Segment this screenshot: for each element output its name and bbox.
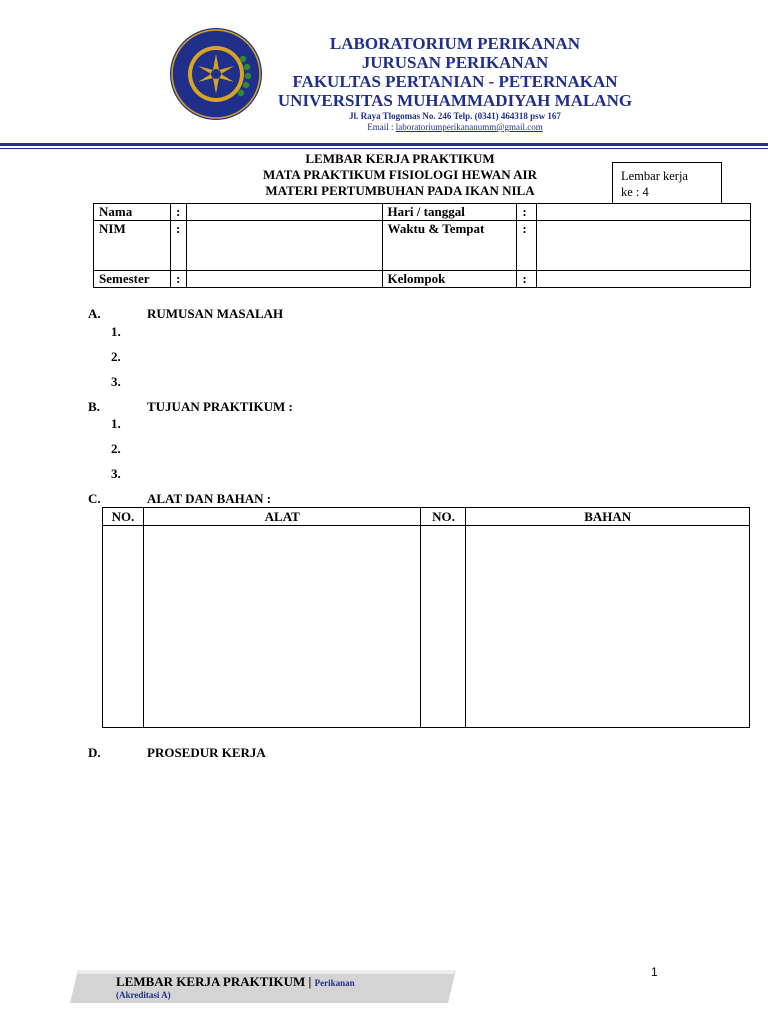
colon: : xyxy=(170,271,186,288)
section-b-title: TUJUAN PRAKTIKUM : xyxy=(147,399,293,414)
colon: : xyxy=(517,221,537,271)
email-label: Email : xyxy=(367,122,396,132)
doc-title: LEMBAR KERJA PRAKTIKUM xyxy=(305,151,495,166)
worksheet-number-box xyxy=(612,162,722,204)
section-a-title: RUMUSAN MASALAH xyxy=(147,306,284,321)
list-item: 1. xyxy=(111,324,121,339)
alat-bahan-table xyxy=(102,507,750,728)
department-name: JURUSAN PERIKANAN xyxy=(361,53,549,72)
list-item: 3. xyxy=(111,466,121,481)
cell-no-bahan[interactable] xyxy=(421,526,466,728)
colon: : xyxy=(170,221,186,271)
colon: : xyxy=(517,271,537,288)
label-semester: Semester xyxy=(94,271,171,288)
footer-main-text: LEMBAR KERJA PRAKTIKUM xyxy=(116,974,306,989)
worksheet-number: ke : 4 xyxy=(621,185,649,199)
field-kelompok[interactable] xyxy=(537,271,751,288)
header-no-bahan: NO. xyxy=(421,508,466,526)
cell-no-alat[interactable] xyxy=(103,526,144,728)
label-nim: NIM xyxy=(94,221,171,271)
footer-sub-text: Perikanan xyxy=(314,978,355,988)
email-line xyxy=(240,122,670,132)
field-nim[interactable] xyxy=(186,221,382,271)
header-alat: ALAT xyxy=(143,508,421,526)
address: Jl. Raya Tlogomas No. 246 Telp. (0341) 464318 psw 167 xyxy=(349,111,561,121)
cell-alat[interactable] xyxy=(143,526,421,728)
header-rule-thick xyxy=(0,143,768,146)
colon: : xyxy=(517,204,537,221)
list-item: 1. xyxy=(111,416,121,431)
label-waktu-tempat: Waktu & Tempat xyxy=(382,221,517,271)
section-c-title: ALAT DAN BAHAN : xyxy=(147,491,272,506)
label-nama: Nama xyxy=(94,204,171,221)
email-link[interactable]: laboratoriumperikananumm@gmail.com xyxy=(395,122,543,132)
list-item: 2. xyxy=(111,441,121,456)
student-info-table xyxy=(93,203,751,288)
university-name: UNIVERSITAS MUHAMMADIYAH MALANG xyxy=(277,91,633,110)
label-hari-tanggal: Hari / tanggal xyxy=(382,204,517,221)
list-item: 3. xyxy=(111,374,121,389)
lab-name: LABORATORIUM PERIKANAN xyxy=(329,34,581,53)
header-rule-thin xyxy=(0,148,768,149)
section-d-letter: D. xyxy=(88,745,101,760)
footer-title xyxy=(116,974,355,990)
worksheet-label: Lembar kerja xyxy=(621,169,688,183)
label-kelompok: Kelompok xyxy=(382,271,517,288)
course-title: MATA PRAKTIKUM FISIOLOGI HEWAN AIR xyxy=(263,167,537,182)
field-waktu-tempat[interactable] xyxy=(537,221,751,271)
colon: : xyxy=(170,204,186,221)
faculty-name: FAKULTAS PERTANIAN - PETERNAKAN xyxy=(292,72,618,91)
list-item: 2. xyxy=(111,349,121,364)
section-b-letter: B. xyxy=(88,399,100,414)
header-bahan: BAHAN xyxy=(466,508,750,526)
section-a-letter: A. xyxy=(88,306,101,321)
field-semester[interactable] xyxy=(186,271,382,288)
field-nama[interactable] xyxy=(186,204,382,221)
footer-separator: | xyxy=(305,974,315,989)
section-c-letter: C. xyxy=(88,491,101,506)
field-hari-tanggal[interactable] xyxy=(537,204,751,221)
footer-accreditation: (Akreditasi A) xyxy=(116,990,171,1000)
page-number: 1 xyxy=(651,965,658,979)
cell-bahan[interactable] xyxy=(466,526,750,728)
material-title: MATERI PERTUMBUHAN PADA IKAN NILA xyxy=(265,183,535,198)
section-d-title: PROSEDUR KERJA xyxy=(147,745,266,760)
header-no-alat: NO. xyxy=(103,508,144,526)
